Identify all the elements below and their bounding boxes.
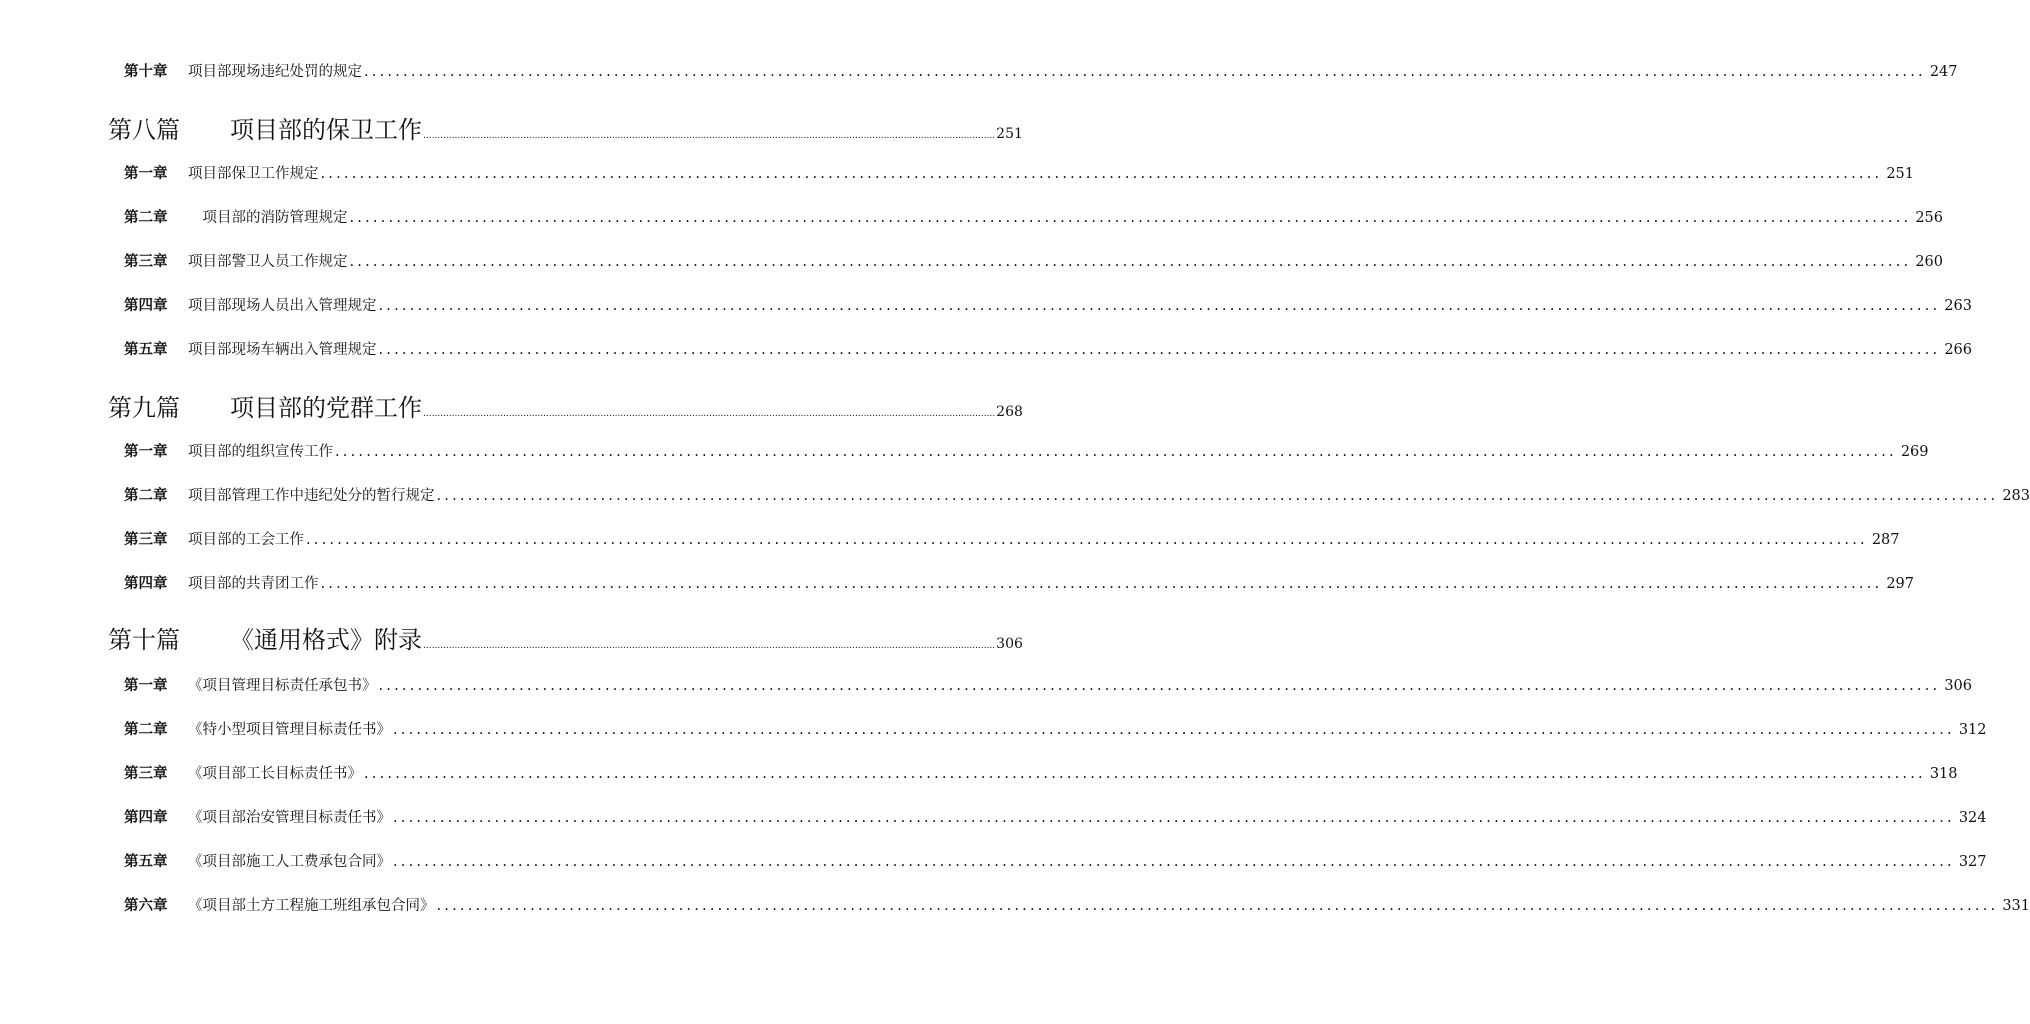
- page-number: 256: [1915, 210, 1944, 226]
- dot-leader: ........................................................................................................................................................................................................: [349, 254, 1912, 270]
- toc-section-entry: [108, 388, 1023, 422]
- entry-title: 项目部的组织宣传工作: [188, 444, 333, 460]
- chapter-number: 第一章: [124, 677, 168, 694]
- page-number: 312: [1958, 722, 1987, 738]
- toc-chapter-entry: [124, 762, 1958, 786]
- chapter-number: 第三章: [124, 765, 168, 782]
- toc-chapter-entry: [124, 250, 1944, 274]
- entry-title: 项目部的保卫工作: [230, 116, 422, 144]
- toc-chapter-entry: [124, 338, 1973, 362]
- dot-leader: ........................................................................................................................................................................................................: [423, 131, 996, 141]
- dot-leader: ........................................................................................................................................................................................................: [436, 898, 1999, 914]
- entry-title: 项目部保卫工作规定: [188, 166, 319, 182]
- section-number: 第九篇: [108, 394, 180, 422]
- entry-title: 项目部警卫人员工作规定: [188, 254, 348, 270]
- entry-title: 项目部现场车辆出入管理规定: [188, 342, 377, 358]
- toc-chapter-entry: [124, 440, 1929, 464]
- chapter-number: 第六章: [124, 897, 168, 914]
- page-number: 324: [1958, 810, 1987, 826]
- page-number: 251: [996, 126, 1023, 142]
- toc-chapter-entry: [124, 294, 1973, 318]
- chapter-number: 第五章: [124, 853, 168, 870]
- entry-title: 项目部现场违纪处罚的规定: [188, 64, 362, 80]
- dot-leader: ........................................................................................................................................................................................................: [423, 641, 996, 651]
- entry-title: 《项目部治安管理目标责任书》: [188, 810, 391, 826]
- dot-leader: ........................................................................................................................................................................................................: [320, 166, 1883, 182]
- dot-leader: ........................................................................................................................................................................................................: [393, 722, 1955, 738]
- section-number: 第十篇: [108, 626, 180, 654]
- entry-title: 《项目部土方工程施工班组承包合同》: [188, 898, 435, 914]
- page-number: 297: [1886, 576, 1915, 592]
- chapter-number: 第二章: [124, 209, 168, 226]
- entry-title: 项目部的党群工作: [230, 394, 422, 422]
- toc-chapter-entry: [124, 162, 1915, 186]
- chapter-number: 第十章: [124, 63, 168, 80]
- dot-leader: ........................................................................................................................................................................................................: [335, 444, 1897, 460]
- toc-chapter-entry: [124, 806, 1987, 830]
- chapter-number: 第四章: [124, 297, 168, 314]
- dot-leader: ........................................................................................................................................................................................................: [349, 210, 1912, 226]
- chapter-number: 第三章: [124, 253, 168, 270]
- chapter-number: 第三章: [124, 531, 168, 548]
- toc-chapter-entry: [124, 60, 1958, 84]
- dot-leader: ........................................................................................................................................................................................................: [306, 532, 1868, 548]
- toc-chapter-entry: [124, 484, 2030, 508]
- page-number: 331: [2002, 898, 2030, 914]
- page-number: 268: [996, 404, 1023, 420]
- dot-leader: ........................................................................................................................................................................................................: [364, 64, 1926, 80]
- dot-leader: ........................................................................................................................................................................................................: [378, 342, 1941, 358]
- entry-title: 项目部的工会工作: [188, 532, 304, 548]
- page-number: 266: [1944, 342, 1973, 358]
- toc-chapter-entry: [124, 718, 1987, 742]
- page-number: 263: [1944, 298, 1973, 314]
- entry-title: 《项目部施工人工费承包合同》: [188, 854, 391, 870]
- toc-chapter-entry: [124, 528, 1900, 552]
- toc-section-entry: [108, 110, 1023, 144]
- page-number: 318: [1929, 766, 1958, 782]
- page-number: 283: [2002, 488, 2030, 504]
- page-number: 306: [1944, 678, 1973, 694]
- toc-chapter-entry: [124, 674, 1973, 698]
- page-number: 306: [996, 636, 1023, 652]
- chapter-number: 第二章: [124, 487, 168, 504]
- page-number: 287: [1871, 532, 1900, 548]
- chapter-number: 第一章: [124, 443, 168, 460]
- toc-chapter-entry: [124, 206, 1944, 230]
- chapter-number: 第五章: [124, 341, 168, 358]
- entry-title: 《通用格式》附录: [230, 626, 422, 654]
- section-number: 第八篇: [108, 116, 180, 144]
- dot-leader: ........................................................................................................................................................................................................: [320, 576, 1883, 592]
- toc-chapter-entry: [124, 894, 2030, 918]
- toc-chapter-entry: [124, 572, 1915, 596]
- entry-title: 项目部管理工作中违纪处分的暂行规定: [188, 488, 435, 504]
- dot-leader: ........................................................................................................................................................................................................: [436, 488, 1999, 504]
- page-number: 251: [1886, 166, 1915, 182]
- page-number: 260: [1915, 254, 1944, 270]
- chapter-number: 第四章: [124, 809, 168, 826]
- dot-leader: ........................................................................................................................................................................................................: [393, 810, 1955, 826]
- dot-leader: ........................................................................................................................................................................................................: [423, 409, 996, 419]
- toc-chapter-entry: [124, 850, 1987, 874]
- page-number: 269: [1900, 444, 1929, 460]
- entry-title: 《项目部工长目标责任书》: [188, 766, 362, 782]
- entry-title: 项目部的共青团工作: [188, 576, 319, 592]
- chapter-number: 第二章: [124, 721, 168, 738]
- dot-leader: ........................................................................................................................................................................................................: [364, 766, 1926, 782]
- entry-title: 项目部的消防管理规定: [188, 210, 348, 226]
- page-number: 327: [1958, 854, 1987, 870]
- page-number: 247: [1929, 64, 1958, 80]
- dot-leader: ........................................................................................................................................................................................................: [378, 298, 1941, 314]
- entry-title: 《项目管理目标责任承包书》: [188, 678, 377, 694]
- entry-title: 《特小型项目管理目标责任书》: [188, 722, 391, 738]
- entry-title: 项目部现场人员出入管理规定: [188, 298, 377, 314]
- chapter-number: 第四章: [124, 575, 168, 592]
- dot-leader: ........................................................................................................................................................................................................: [393, 854, 1955, 870]
- dot-leader: ........................................................................................................................................................................................................: [378, 678, 1941, 694]
- chapter-number: 第一章: [124, 165, 168, 182]
- toc-section-entry: [108, 620, 1023, 654]
